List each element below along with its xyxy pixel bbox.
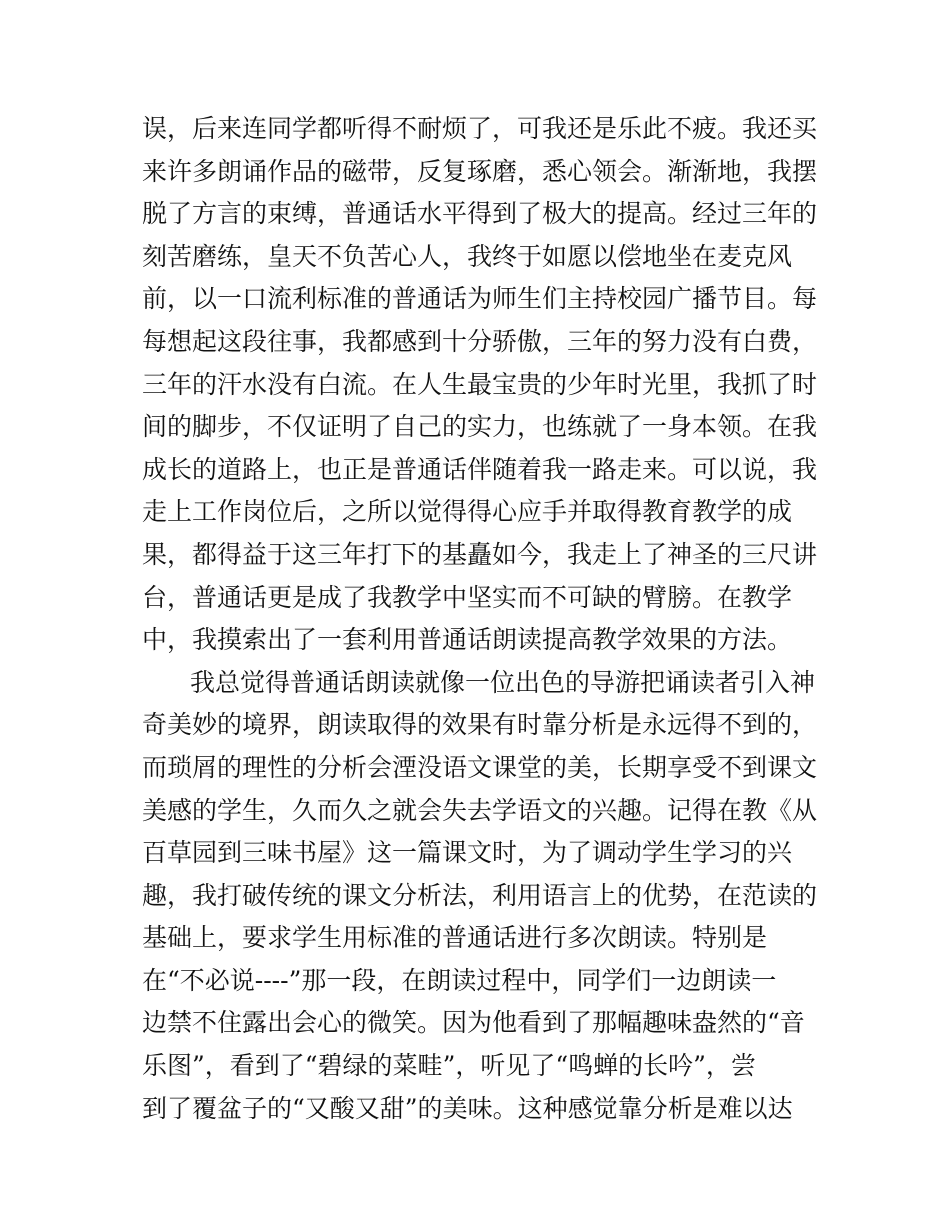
- text-line: 乐图”，看到了“碧绿的菜畦”，听见了“鸣蝉的长吟”，尝: [142, 1051, 756, 1081]
- text-line: 到了覆盆子的“又酸又甜”的美味。这种感觉靠分析是难以达: [142, 1093, 793, 1123]
- text-line: 来许多朗诵作品的磁带，反复琢磨，悉心领会。渐渐地，我摆: [142, 156, 818, 186]
- text-line: 前，以一口流利标准的普通话为师生们主持校园广播节目。每: [142, 284, 818, 314]
- text-line: 而琐屑的理性的分析会湮没语文课堂的美，长期享受不到课文: [142, 752, 818, 782]
- text-line: 中，我摸索出了一套利用普通话朗读提高教学效果的方法。: [142, 625, 793, 655]
- text-line: 台，普通话更是成了我教学中坚实而不可缺的臂膀。在教学: [142, 582, 793, 612]
- text-line: 基础上，要求学生用标准的普通话进行多次朗读。特别是: [142, 923, 768, 953]
- paragraph-start-line: 我总觉得普通话朗读就像一位出色的导游把诵读者引入神: [190, 667, 816, 697]
- text-line: 间的脚步，不仅证明了自己的实力，也练就了一身本领。在我: [142, 412, 818, 442]
- text-line: 每想起这段往事，我都感到十分骄傲，三年的努力没有白费，: [142, 326, 818, 356]
- text-line: 刻苦磨练，皇天不负苦心人，我终于如愿以偿地坐在麦克风: [142, 241, 793, 271]
- text-line: 走上工作岗位后，之所以觉得得心应手并取得教育教学的成: [142, 497, 793, 527]
- text-line: 误，后来连同学都听得不耐烦了，可我还是乐此不疲。我还买: [142, 114, 818, 143]
- text-line: 在“不必说----”那一段，在朗读过程中，同学们一边朗读一: [142, 965, 777, 995]
- text-line: 百草园到三味书屋》这一篇课文时，为了调动学生学习的兴: [142, 838, 793, 868]
- text-line: 边禁不住露出会心的微笑。因为他看到了那幅趣味盎然的“音: [142, 1008, 805, 1038]
- text-line: 脱了方言的束缚，普通话水平得到了极大的提高。经过三年的: [142, 199, 818, 229]
- text-line: 三年的汗水没有白流。在人生最宝贵的少年时光里，我抓了时: [142, 369, 818, 399]
- text-line: 成长的道路上，也正是普通话伴随着我一路走来。可以说，我: [142, 454, 818, 484]
- text-line: 奇美妙的境界，朗读取得的效果有时靠分析是永远得不到的，: [142, 710, 818, 740]
- text-line: 果，都得益于这三年打下的基矗如今，我走上了神圣的三尺讲: [142, 539, 818, 569]
- text-line: 美感的学生，久而久之就会失去学语文的兴趣。记得在教《从: [142, 795, 818, 825]
- text-line: 趣，我打破传统的课文分析法，利用语言上的优势，在范读的: [142, 880, 818, 910]
- body-text: [142, 108, 822, 1130]
